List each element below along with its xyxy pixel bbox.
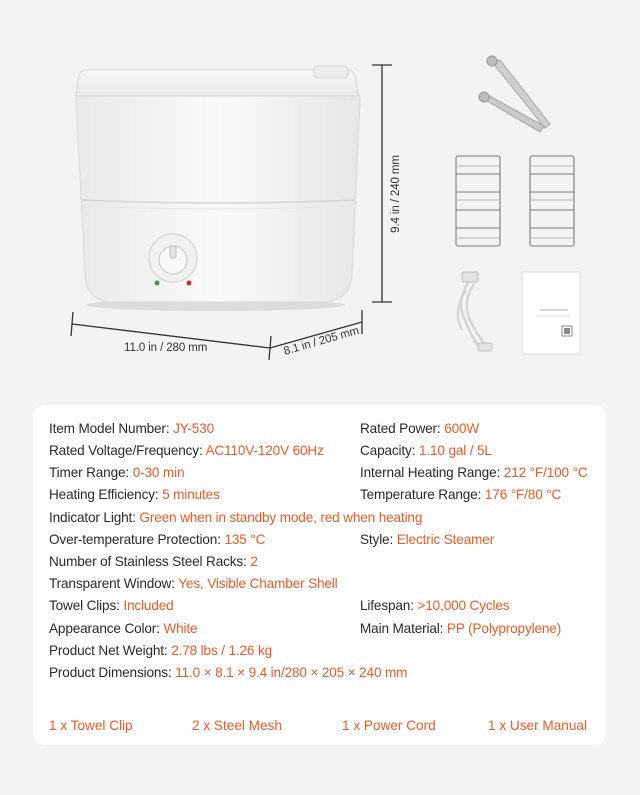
spec-racks: Number of Stainless Steel Racks: 2 bbox=[49, 554, 258, 569]
spec-efficiency: Heating Efficiency: 5 minutes bbox=[49, 487, 220, 502]
accessory-user-manual: 1 x User Manual bbox=[488, 718, 587, 733]
towel-clip-tongs-icon bbox=[479, 56, 550, 132]
spec-model: Item Model Number: JY-530 bbox=[49, 421, 215, 436]
spec-power: Rated Power: 600W bbox=[360, 421, 480, 436]
user-manual-icon bbox=[522, 272, 580, 354]
depth-dimension-label: 8.1 in / 205 mm bbox=[282, 324, 361, 358]
spec-style: Style: Electric Steamer bbox=[360, 532, 495, 547]
height-dimension-label: 9.4 in / 240 mm bbox=[390, 155, 402, 233]
spec-voltage: Rated Voltage/Frequency: AC110V-120V 60Hz bbox=[49, 443, 324, 458]
steel-mesh-rack-icon-2 bbox=[530, 156, 574, 246]
spec-temperature-range: Temperature Range: 176 °F/80 °C bbox=[360, 487, 562, 502]
green-indicator-light-icon bbox=[155, 281, 160, 286]
spec-indicator: Indicator Light: Green when in standby mode, red when heating bbox=[49, 510, 423, 525]
accessory-power-cord: 1 x Power Cord bbox=[342, 718, 436, 733]
accessory-towel-clip: 1 x Towel Clip bbox=[49, 718, 133, 733]
steel-mesh-rack-icon bbox=[456, 156, 500, 246]
spec-window: Transparent Window: Yes, Visible Chamber Shell bbox=[49, 576, 338, 591]
timer-dial-icon bbox=[149, 234, 197, 282]
red-indicator-light-icon bbox=[187, 281, 192, 286]
spec-timer: Timer Range: 0-30 min bbox=[49, 465, 185, 480]
accessory-steel-mesh: 2 x Steel Mesh bbox=[192, 718, 282, 733]
spec-overtemp: Over-temperature Protection: 135 °C bbox=[49, 532, 266, 547]
spec-capacity: Capacity: 1.10 gal / 5L bbox=[360, 443, 492, 458]
spec-weight: Product Net Weight: 2.78 lbs / 1.26 kg bbox=[49, 643, 273, 658]
steamer-body bbox=[76, 66, 360, 311]
height-dimension-line bbox=[372, 65, 392, 302]
spec-color: Appearance Color: White bbox=[49, 621, 198, 636]
spec-lifespan: Lifespan: >10,000 Cycles bbox=[360, 598, 510, 613]
power-cord-icon bbox=[458, 272, 492, 351]
spec-clips: Towel Clips: Included bbox=[49, 598, 174, 613]
spec-dimensions: Product Dimensions: 11.0 × 8.1 × 9.4 in/280 × 205 × 240 mm bbox=[49, 665, 408, 680]
spec-material: Main Material: PP (Polypropylene) bbox=[360, 621, 562, 636]
spec-internal-heating: Internal Heating Range: 212 °F/100 °C bbox=[360, 465, 588, 480]
width-dimension-label: 11.0 in / 280 mm bbox=[124, 342, 208, 354]
